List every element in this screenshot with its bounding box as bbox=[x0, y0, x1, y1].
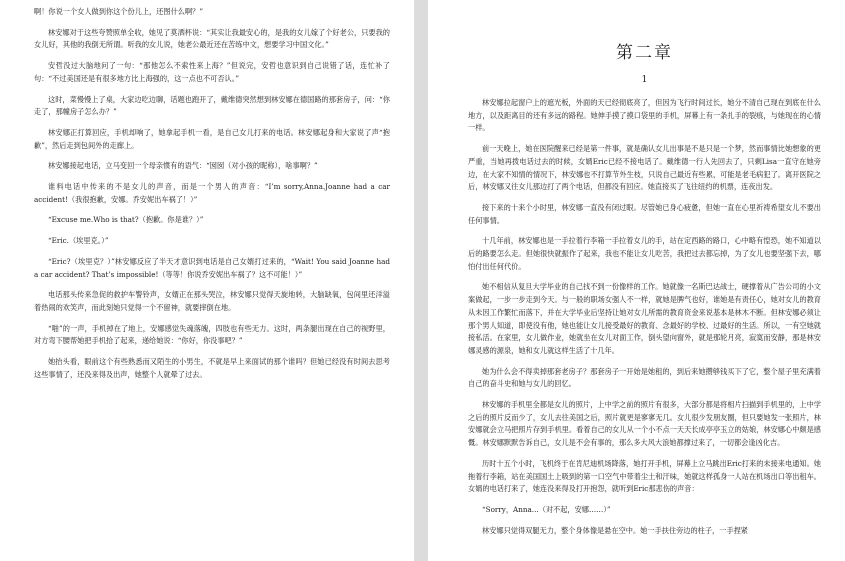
paragraph: 啊！你说一个女人做到你这个份儿上，还图什么啊？” bbox=[34, 7, 203, 16]
paragraph: “Sorry，Anna...（对不起，安娜……）” bbox=[482, 504, 611, 514]
paragraph: 林安娜对于这些夸赞照单全收，她见了莫洒杯说：“其实让我最安心的，是我的女儿嫁了个好老公，只要我的女儿好，其他的我倒无所谓。听我的女儿说，她老公最近还在苦练中文，想要学习中国文化。” bbox=[34, 27, 390, 50]
paragraph: “Eric.（埃里克。）” bbox=[48, 236, 109, 246]
paragraph: 十几年前，林安娜也是一手拉着行李箱一手拉着女儿的手，站在定西路的路口，心中略有惶恐，她不知道以后的路要怎么走。但她很快就振作了起来，我也不能让女儿吃苦，我把过去都忘掉，为了女儿也要坚强下去，哪怕付出任何代价。 bbox=[468, 236, 821, 271]
right-page bbox=[428, 0, 845, 561]
chapter-title: 第二章 bbox=[616, 43, 673, 63]
paragraph: 电话那头传来急促的救护车警铃声，女婿正在那头哭泣，林安娜只觉得天旋地转，大脑缺氧，包间里还洋溢着热闹的欢笑声，而此刻她只觉得一个不留神，就要摔倒在地。 bbox=[34, 290, 390, 312]
paragraph: 历时十五个小时，飞机终于在肯尼迪机场降落，她打开手机，屏幕上立马跳出Eric打来的未接来电通知。她拖着行李箱，站在美国国土上吸到的第一口空气中带着尘土和汗味，她就这样孤身一人站在机场出口等出租车。女婿的电话打来了，她连没来得及打开抱怨，就听到Eric那悲伤的声音： bbox=[468, 458, 821, 494]
paragraph: “Eric?（埃里克？）”林安娜反应了半天才意识到电话是自己女婿打过来的，“Wait! You said Joanne had a car accident? That’s impossible!（等等！你说乔安妮出车祸了？这不可能！）” bbox=[34, 256, 390, 279]
paragraph: 林安娜拉起窗户上的遮光板，外面的天已经彻底亮了，但因为飞行时间过长，她分不清自己现在到底在什么地方，以及距离目的还有多远的路程。她伸手摸了摸口袋里的手机，屏幕上有一条扎手的裂痕，与她现在的心情一样。 bbox=[468, 98, 821, 133]
paragraph: 林安娜只觉得双腿无力，整个身体像是悬在空中。她一手扶住旁边的柱子，一手捏紧 bbox=[482, 525, 748, 535]
paragraph: 林安娜接起电话，立马变回一个母亲惯有的语气：“囡囡（对小孩的昵称），啥事啊？” bbox=[48, 161, 318, 171]
paragraph: 她抬头看，眼前这个有些熟悉而又陌生的小男生，不就是早上来面试的那个谁吗？但她已经没有时间去思考这些事情了，还没来得及出声，她整个人就晕了过去。 bbox=[34, 357, 390, 379]
paragraph: 这时，菜慢慢上了桌，大家边吃边聊，话题也跑开了，戴维德突然想到林安娜在德国路的那套房子，问：“你走了，那幢房子怎么办？” bbox=[34, 94, 390, 117]
paragraph: 她不相信从复旦大学毕业的自己找不到一份像样的工作。她就像一名斯巴达战士，硬撑着从广告公司的小文案做起，一步一步走到今天。与一般的职场女强人不一样，就她是脾气也好，谁她是有责任心，她对女儿的教育从未因工作繁忙而落下，并在大学毕业后坚持让她对女儿所需的教育资金来说基本是林木不断。但林安娜必须让那个男人知道，即使没有他，她也能让女儿接受最好的教育、念最好的学校、过最好的生活。所以，一有空她就接私活。在家里，女儿做作业，她就坐在女儿对面工作，倒头望向窗外，就是那轮月亮，寂寞而安静，那是林安娜灵感的源泉，她和女儿就这样生活了十几年。 bbox=[468, 282, 821, 355]
section-number: 1 bbox=[641, 75, 648, 85]
page-gutter bbox=[414, 0, 428, 561]
paragraph: 林安娜正打算回应，手机却响了，她拿起手机一看，是自己女儿打来的电话。林安娜起身和大家说了声“抱歉”，然后走到包间外的走廊上。 bbox=[34, 127, 390, 150]
left-page bbox=[0, 0, 414, 561]
paragraph: 林安娜的手机里全都是女儿的照片，上中学之前的照片有很多，大部分都是将相片扫描到手机里的，上中学之后的照片反而少了，女儿去往美国之后，照片就更是寥寥无几。女儿很少发朋友圈，但只要她发一张照片，林安娜就会立马把照片存到手机里。看着自己的女儿从一个小不点一天天长成亭亭玉立的姑娘，林安娜心中颇是感慨。林安娜默默告诉自己，女儿是不会有事的，那么多大风大浪她都撑过来了，一切都会逢凶化吉。 bbox=[468, 400, 821, 448]
paragraph: 接下来的十来个小时里，林安娜一直没有闭过眼。尽管她已身心疲惫，但她一直在心里祈祷希望女儿不要出任何事情。 bbox=[468, 202, 821, 225]
paragraph: “啪”的一声，手机掉在了地上，安娜感觉失魂落魄，四肢也有些无力。这时，两条腿出现在自己的视野里，对方弯下腰帮她把手机拾了起来，递给她说：“你好，你没事吧？” bbox=[34, 323, 390, 346]
paragraph: “Excuse me.Who is that?（抱歉。你是谁？）” bbox=[48, 215, 204, 225]
paragraph: 前一天晚上，她在医院醒来已经是第一件事，就是确认女儿出事是不是只是一个梦，然而事情比她想象的更严重，当她再拨电话过去的时候，女婿Eric已经不接电话了。戴维德一行人先回去了，只剩Lisa一直守在她旁边，在大家不知情的情况下，林安娜也不打算节外生枝，只说自己最近有些累，可能是老毛病犯了。离开医院之后，林安娜又往女儿那边打了两个电话，但都没有回应。她直接买了飞往纽约的机票，连夜出发。 bbox=[468, 144, 821, 192]
paragraph: 安哲没过大脑地问了一句：“那他怎么不索性来上海？”但说完，安哲也意识到自己说错了话，连忙补了句：“不过美国还是有很多地方比上海强的，这一点也不可否认。” bbox=[34, 61, 390, 83]
paragraph: 她为什么会不得卖掉那套老房子？那套房子一开始是她租的，到后来她攒够钱买下了它，整个屋子里充满着自己的奋斗史和她与女儿的回忆。 bbox=[468, 366, 821, 389]
paragraph: 谁料电话中传来的不是女儿的声音，而是一个男人的声音：“I’m sorry,Anna.Joanne had a car accident!（我很抱歉，安娜。乔安妮出车祸了！）” bbox=[34, 182, 390, 204]
